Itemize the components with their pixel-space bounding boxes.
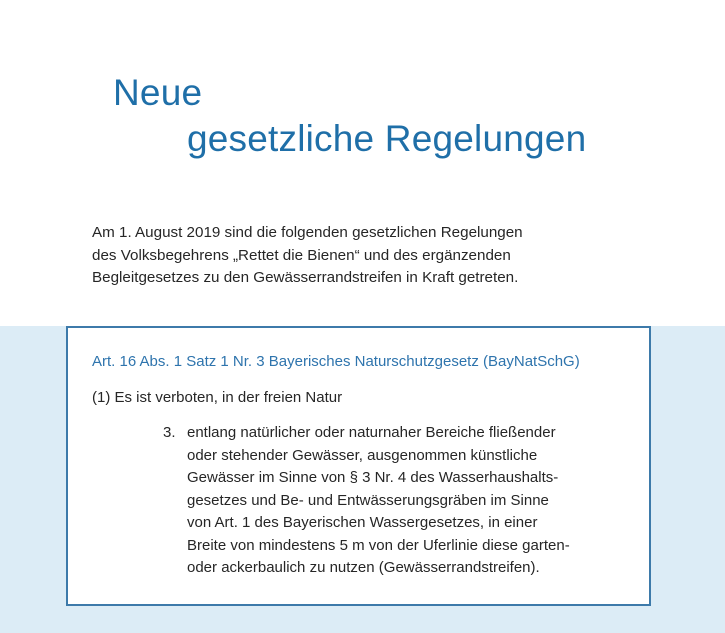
intro-line: des Volksbegehrens „Rettet die Bienen“ und des ergänzenden — [92, 246, 511, 264]
page-title-line-1: Neue — [113, 72, 203, 113]
law-article-heading: Art. 16 Abs. 1 Satz 1 Nr. 3 Bayerisches Naturschutzgesetz (BayNatSchG) — [92, 353, 580, 370]
list-item-number: 3. — [163, 424, 176, 441]
page-title-line-2: gesetzliche Regelungen — [187, 118, 587, 159]
intro-line: Am 1. August 2019 sind die folgenden gesetzlichen Regelungen — [92, 224, 523, 241]
list-item-line: oder stehender Gewässer, ausgenommen künstliche — [187, 446, 538, 464]
list-item-line: oder ackerbaulich zu nutzen (Gewässerrandstreifen). — [187, 559, 540, 576]
list-item-line: Breite von mindestens 5 m von der Uferlinie diese garten- — [187, 536, 570, 554]
intro-paragraph — [92, 222, 612, 290]
list-item-line: gesetzes und Be- und Entwässerungsgräben im Sinne — [187, 491, 549, 509]
list-item-line: Gewässer im Sinne von § 3 Nr. 4 des Wasserhaushalts- — [187, 469, 559, 486]
intro-line: Begleitgesetzes zu den Gewässerrandstreifen in Kraft getreten. — [92, 269, 519, 286]
list-item-line: entlang natürlicher oder naturnaher Bereiche fließender — [187, 424, 556, 441]
law-paragraph-1: (1) Es ist verboten, in der freien Natur — [92, 389, 343, 406]
list-item-line: von Art. 1 des Bayerischen Wassergesetzes, in einer — [187, 514, 538, 531]
list-item-text — [187, 422, 570, 580]
